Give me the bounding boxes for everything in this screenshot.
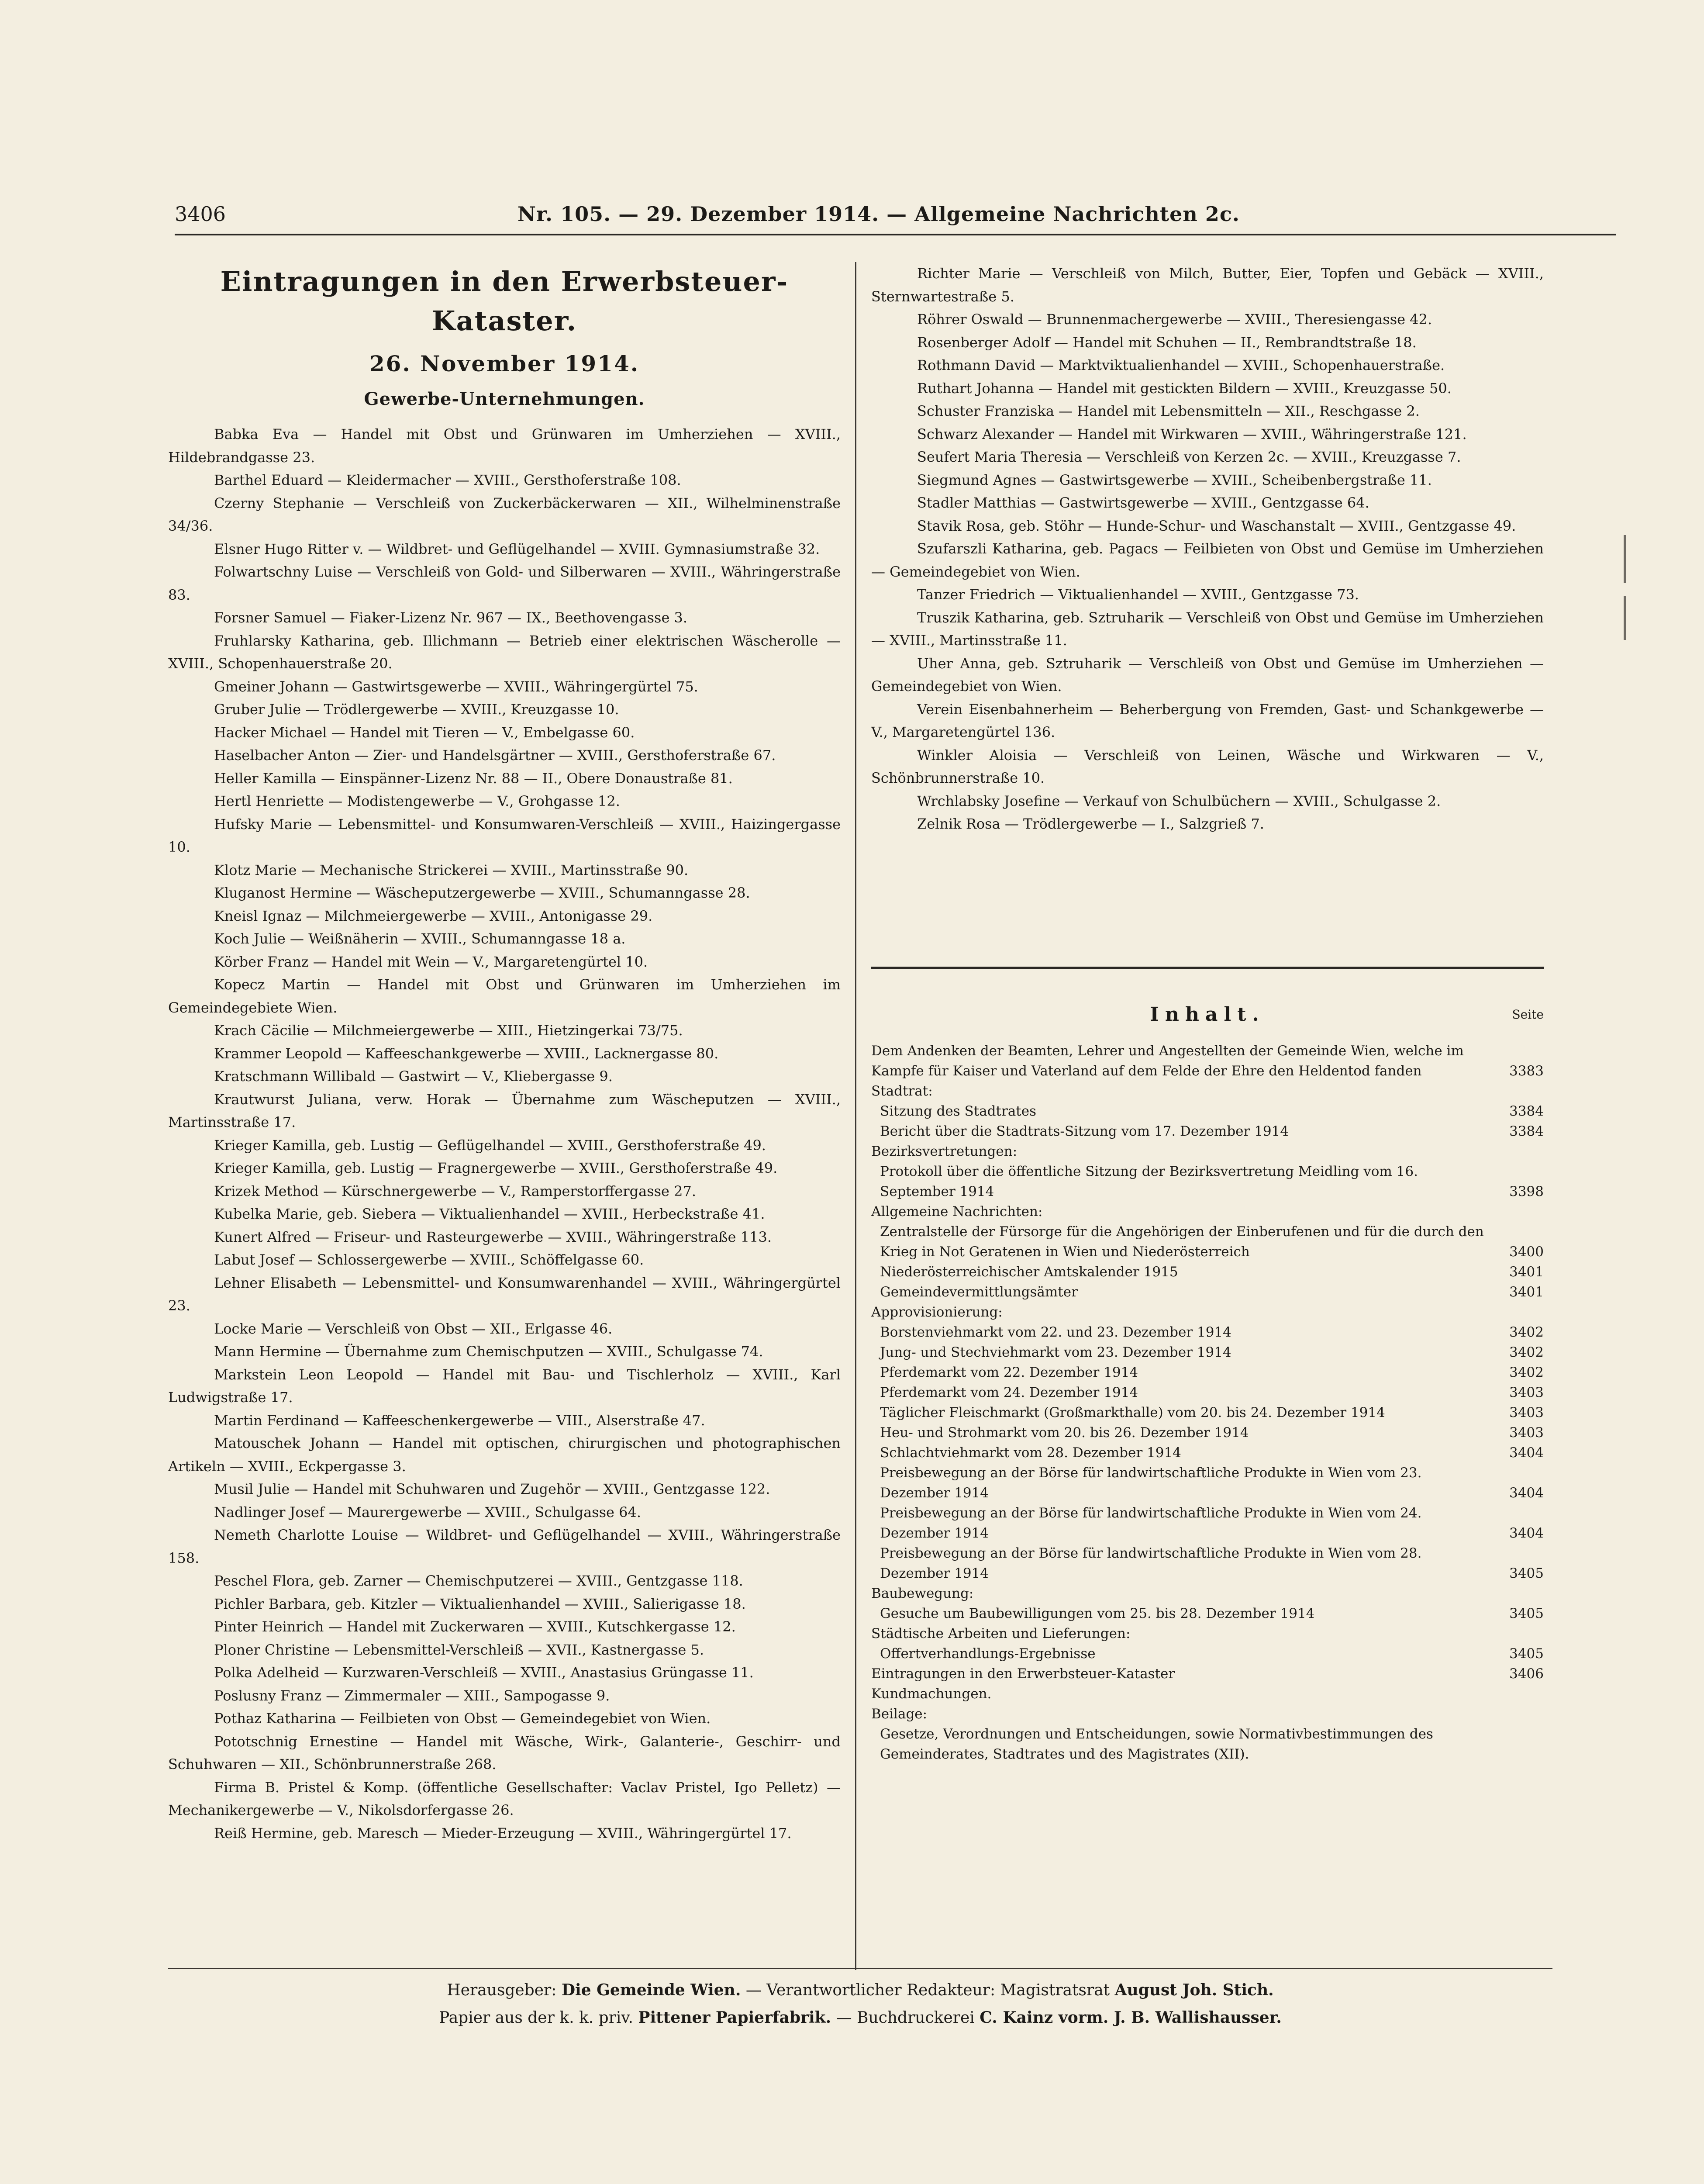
- register-entry: Körber Franz — Handel mit Wein — V., Margaretengürtel 10.: [214, 953, 648, 970]
- toc-entry: [871, 1382, 1544, 1403]
- register-entry: Hertl Henriette — Modistengewerbe — V., Grohgasse 12.: [214, 793, 620, 809]
- toc-entry-text: Preisbewegung an der Börse für landwirtschaftliche Produkte in Wien vom 28. Dezember 1914: [880, 1545, 1422, 1581]
- imprint-printer-prefix: — Buchdruckerei: [836, 2009, 975, 2027]
- toc-entry-text: Baubewegung:: [871, 1585, 974, 1601]
- toc-entry: [871, 1282, 1544, 1302]
- register-entry: Krizek Method — Kürschnergewerbe — V., Ramperstorffergasse 27.: [214, 1182, 696, 1199]
- toc-entry-page: 3404: [1509, 1525, 1544, 1541]
- register-entry: Kratschmann Willibald — Gastwirt — V., Kliebergasse 9.: [214, 1068, 613, 1085]
- imprint-line-2: [168, 2004, 1552, 2032]
- entry-list: [168, 423, 841, 1845]
- register-entry: Heller Kamilla — Einspänner-Lizenz Nr. 88 — II., Obere Donaustraße 81.: [214, 770, 733, 787]
- register-entry: Markstein Leon Leopold — Handel mit Bau- und Tischlerholz — XVIII., Karl Ludwigstraße 17.: [168, 1366, 841, 1406]
- register-entry: Truszik Katharina, geb. Sztruharik — Verschleiß von Obst und Gemüse im Umherziehen — XVIII., Martinsstraße 11.: [871, 609, 1544, 649]
- register-entry: Seufert Maria Theresia — Verschleiß von Kerzen 2c. — XVIII., Kreuzgasse 7.: [917, 449, 1461, 465]
- register-entry: Krach Cäcilie — Milchmeiergewerbe — XIII., Hietzingerkai 73/75.: [214, 1022, 683, 1039]
- toc-section-label: [871, 1141, 1544, 1161]
- margin-mark: [1624, 535, 1632, 583]
- register-entry: Krautwurst Juliana, verw. Horak — Übernahme zum Wäscheputzen — XVIII., Martinsstraße 17.: [168, 1091, 841, 1130]
- bottom-rule: [168, 1968, 1552, 1969]
- toc-section-label: [871, 1202, 1544, 1222]
- toc-entry: [871, 1443, 1544, 1463]
- register-entry: Barthel Eduard — Kleidermacher — XVIII., Gersthoferstraße 108.: [214, 472, 681, 488]
- toc-entry-text: Jung- und Stechviehmarkt vom 23. Dezember 1914: [880, 1344, 1231, 1360]
- left-column: [168, 262, 841, 1948]
- register-entry: Peschel Flora, geb. Zarner — Chemischputzerei — XVIII., Gentzgasse 118.: [214, 1572, 743, 1589]
- toc-entry-text: Sitzung des Stadtrates: [880, 1103, 1037, 1119]
- register-entry: Babka Eva — Handel mit Obst und Grünwaren im Umherziehen — XVIII., Hildebrandgasse 23.: [168, 426, 841, 466]
- register-entry: Stavik Rosa, geb. Stöhr — Hunde-Schur- und Waschanstalt — XVIII., Gentzgasse 49.: [917, 517, 1516, 534]
- toc-entry: [871, 1121, 1544, 1141]
- toc-entry-page: 3405: [1509, 1645, 1544, 1662]
- toc-section-label: [871, 1081, 1544, 1101]
- register-entry: Gruber Julie — Trödlergewerbe — XVIII., Kreuzgasse 10.: [214, 701, 619, 718]
- register-entry: Krieger Kamilla, geb. Lustig — Fragnergewerbe — XVIII., Gersthoferstraße 49.: [214, 1160, 778, 1176]
- imprint-paper-prefix: Papier aus der k. k. priv.: [439, 2009, 633, 2027]
- register-entry: Pinter Heinrich — Handel mit Zuckerwaren — XVIII., Kutschkergasse 12.: [214, 1618, 736, 1635]
- register-entry: Kunert Alfred — Friseur- und Rasteurgewerbe — XVIII., Währingerstraße 113.: [214, 1228, 772, 1245]
- toc-entry: [871, 1161, 1544, 1202]
- toc-entry: [871, 1603, 1544, 1624]
- register-entry: Krieger Kamilla, geb. Lustig — Geflügelhandel — XVIII., Gersthoferstraße 49.: [214, 1137, 766, 1154]
- toc-section-label: [871, 1583, 1544, 1603]
- toc-title: Inhalt.: [1150, 1003, 1265, 1026]
- section-subtitle: Gewerbe-Unternehmungen.: [364, 389, 645, 409]
- register-entry: Uher Anna, geb. Sztruharik — Verschleiß von Obst und Gemüse im Umherziehen — Gemeindegebiet von Wien.: [871, 655, 1544, 695]
- register-entry: Kopecz Martin — Handel mit Obst und Grünwaren im Umherziehen im Gemeindegebiete Wien.: [168, 976, 841, 1016]
- toc-entry-text: Allgemeine Nachrichten:: [871, 1203, 1043, 1220]
- register-entry: Haselbacher Anton — Zier- und Handelsgärtner — XVIII., Gersthoferstraße 67.: [214, 747, 776, 764]
- toc-entry-text: Bezirksvertretungen:: [871, 1143, 1018, 1159]
- running-head: [175, 199, 1616, 229]
- register-entry: Musil Julie — Handel mit Schuhwaren und Zugehör — XVIII., Gentzgasse 122.: [214, 1481, 770, 1497]
- register-entry: Reiß Hermine, geb. Maresch — Mieder-Erzeugung — XVIII., Währingergürtel 17.: [214, 1825, 792, 1842]
- register-entry: Rosenberger Adolf — Handel mit Schuhen — II., Rembrandtstraße 18.: [917, 334, 1417, 351]
- toc-entry-page: 3400: [1509, 1244, 1544, 1260]
- register-entry: Richter Marie — Verschleiß von Milch, Butter, Eier, Topfen und Gebäck — XVIII., Sternwartestraße 5.: [871, 265, 1544, 305]
- register-entry: Kneisl Ignaz — Milchmeiergewerbe — XVIII., Antonigasse 29.: [214, 907, 653, 924]
- toc-entry-text: Gesetze, Verordnungen und Entscheidungen, sowie Normativbestimmungen des Gemeinderates, Stadtrates und des Magistrates (XII).: [880, 1726, 1433, 1762]
- register-entry: Rothmann David — Marktviktualienhandel — XVIII., Schopenhauerstraße.: [917, 357, 1445, 373]
- toc-rule: [871, 967, 1544, 969]
- toc-entry-page: 3398: [1509, 1183, 1544, 1199]
- toc-entry-text: Borstenviehmarkt vom 22. und 23. Dezember 1914: [880, 1324, 1231, 1340]
- toc-entry-page: 3402: [1509, 1364, 1544, 1380]
- toc-entry: [871, 1262, 1544, 1282]
- register-entry: Firma B. Pristel & Komp. (öffentliche Gesellschafter: Vaclav Pristel, Igo Pelletz) — Mechanikergewerbe — V., Nikolsdorfergasse 26.: [168, 1779, 841, 1818]
- register-entry: Forsner Samuel — Fiaker-Lizenz Nr. 967 — IX., Beethovengasse 3.: [214, 609, 688, 626]
- register-entry: Siegmund Agnes — Gastwirtsgewerbe — XVIII., Scheibenbergstraße 11.: [917, 471, 1432, 488]
- toc-entry-text: Stadtrat:: [871, 1083, 933, 1099]
- imprint-editor: August Joh. Stich.: [1114, 1981, 1274, 1999]
- toc-entry-text: Preisbewegung an der Börse für landwirtschaftliche Produkte in Wien vom 23. Dezember 1914: [880, 1465, 1422, 1501]
- register-entry: Poslusny Franz — Zimmermaler — XIII., Sampogasse 9.: [214, 1687, 610, 1704]
- toc-entry-text: Gemeindevermittlungsämter: [880, 1284, 1078, 1300]
- register-entry: Schwarz Alexander — Handel mit Wirkwaren — XVIII., Währingerstraße 121.: [917, 425, 1467, 442]
- toc-entry-page: 3405: [1509, 1565, 1544, 1581]
- toc-page-label: Seite: [1512, 1007, 1544, 1022]
- imprint-editor-prefix: — Verantwortlicher Redakteur: Magistratsrat: [745, 1981, 1110, 1999]
- imprint-printer: C. Kainz vorm. J. B. Wallishausser.: [980, 2008, 1282, 2027]
- toc-entry: [871, 1222, 1544, 1262]
- imprint: [168, 1977, 1552, 2032]
- register-entry: Matouschek Johann — Handel mit optischen, chirurgischen und photographischen Artikeln — XVIII., Eckpergasse 3.: [168, 1435, 841, 1475]
- imprint-publisher-prefix: Herausgeber:: [447, 1981, 557, 1999]
- register-entry: Szufarszli Katharina, geb. Pagacs — Feilbieten von Obst und Gemüse im Umherziehen — Gemeindegebiet von Wien.: [871, 540, 1544, 580]
- register-entry: Verein Eisenbahnerheim — Beherbergung von Fremden, Gast- und Schankgewerbe — V., Margaretengürtel 136.: [871, 701, 1544, 740]
- toc-entry-page: 3406: [1509, 1666, 1544, 1682]
- toc-header: [871, 999, 1544, 1037]
- register-entry: Röhrer Oswald — Brunnenmachergewerbe — XVIII., Theresiengasse 42.: [917, 311, 1432, 328]
- register-entry: Locke Marie — Verschleiß von Obst — XII., Erlgasse 46.: [214, 1320, 613, 1337]
- toc-entry-text: Schlachtviehmarkt vom 28. Dezember 1914: [880, 1444, 1181, 1461]
- running-title: Nr. 105. — 29. Dezember 1914. — Allgemeine Nachrichten 2c.: [517, 202, 1240, 226]
- register-entry: Mann Hermine — Übernahme zum Chemischputzen — XVIII., Schulgasse 74.: [214, 1343, 763, 1360]
- margin-mark: [1624, 596, 1632, 640]
- register-entry: Kubelka Marie, geb. Siebera — Viktualienhandel — XVIII., Herbeckstraße 41.: [214, 1206, 765, 1222]
- register-entry: Lehner Elisabeth — Lebensmittel- und Konsumwarenhandel — XVIII., Währingergürtel 23.: [168, 1274, 841, 1314]
- header-rule: [175, 234, 1616, 235]
- toc-entry-page: 3401: [1509, 1284, 1544, 1300]
- toc-entry-page: 3384: [1509, 1123, 1544, 1139]
- toc-section-label: [871, 1684, 1544, 1704]
- toc-entry-text: Städtische Arbeiten und Lieferungen:: [871, 1625, 1131, 1641]
- toc-entry-text: Gesuche um Baubewilligungen vom 25. bis 28. Dezember 1914: [880, 1605, 1315, 1621]
- toc-entry-page: 3404: [1509, 1444, 1544, 1461]
- toc-entry-page: 3401: [1509, 1264, 1544, 1280]
- register-entry: Nadlinger Josef — Maurergewerbe — XVIII., Schulgasse 64.: [214, 1503, 641, 1521]
- register-entry: Zelnik Rosa — Trödlergewerbe — I., Salzgrieß 7.: [917, 816, 1264, 832]
- register-entry: Pototschnig Ernestine — Handel mit Wäsche, Wirk-, Galanterie-, Geschirr- und Schuhwaren — XII., Schönbrunnerstraße 268.: [168, 1733, 841, 1773]
- toc-entry: [871, 1362, 1544, 1382]
- register-entry: Ploner Christine — Lebensmittel-Verschleiß — XVII., Kastnergasse 5.: [214, 1641, 704, 1658]
- register-entry: Czerny Stephanie — Verschleiß von Zuckerbäckerwaren — XII., Wilhelminenstraße 34/36.: [168, 494, 841, 534]
- imprint-line-1: [168, 1977, 1552, 2004]
- toc-entry: [871, 1101, 1544, 1121]
- toc-entry: [871, 1403, 1544, 1423]
- toc-entry-page: 3384: [1509, 1103, 1544, 1119]
- register-entry: Hufsky Marie — Lebensmittel- und Konsumwaren-Verschleiß — XVIII., Haizingergasse 10.: [168, 816, 841, 855]
- toc-entry-page: 3383: [1509, 1063, 1544, 1079]
- toc-section-label: [871, 1624, 1544, 1644]
- entry-list-continued: [871, 262, 1544, 836]
- toc-entry: [871, 1322, 1544, 1342]
- register-entry: Pothaz Katharina — Feilbieten von Obst — Gemeindegebiet von Wien.: [214, 1710, 711, 1727]
- toc-entry-text: Zentralstelle der Fürsorge für die Angehörigen der Einberufenen und für die durch den Krieg in Not Geratenen in Wien und Niederösterreich: [880, 1223, 1484, 1260]
- toc-entry-text: Kundmachungen.: [871, 1686, 992, 1702]
- toc-section-label: [871, 1704, 1544, 1724]
- section-date: 26. November 1914.: [369, 351, 640, 377]
- toc-entry-text: Pferdemarkt vom 24. Dezember 1914: [880, 1384, 1138, 1400]
- register-entry: Kluganost Hermine — Wäscheputzergewerbe — XVIII., Schumanngasse 28.: [214, 885, 750, 901]
- toc-entry-text: Niederösterreichischer Amtskalender 1915: [880, 1264, 1178, 1280]
- toc-entry-page: 3402: [1509, 1324, 1544, 1340]
- register-entry: Labut Josef — Schlossergewerbe — XVIII., Schöffelgasse 60.: [214, 1251, 644, 1268]
- register-entry: Fruhlarsky Katharina, geb. Illichmann — Betrieb einer elektrischen Wäscherolle — XVIII., Schopenhauerstraße 20.: [168, 632, 841, 672]
- register-entry: Martin Ferdinand — Kaffeeschenkergewerbe — VIII., Alserstraße 47.: [214, 1412, 705, 1429]
- imprint-publisher: Die Gemeinde Wien.: [561, 1981, 741, 1999]
- table-of-contents: [871, 1041, 1544, 1764]
- toc-entry-text: Dem Andenken der Beamten, Lehrer und Angestellten der Gemeinde Wien, welche im Kampfe für Kaiser und Vaterland auf dem Felde der Ehre den Heldentod fanden: [871, 1043, 1464, 1079]
- register-entry: Pichler Barbara, geb. Kitzler — Viktualienhandel — XVIII., Salierigasse 18.: [214, 1595, 746, 1612]
- register-entry: Elsner Hugo Ritter v. — Wildbret- und Geflügelhandel — XVIII. Gymnasiumstraße 32.: [214, 540, 820, 557]
- register-entry: Polka Adelheid — Kurzwaren-Verschleiß — XVIII., Anastasius Grüngasse 11.: [214, 1664, 754, 1681]
- toc-entry-text: Pferdemarkt vom 22. Dezember 1914: [880, 1364, 1138, 1380]
- register-entry: Hacker Michael — Handel mit Tieren — V., Embelgasse 60.: [214, 724, 635, 741]
- toc-entry: [871, 1342, 1544, 1362]
- register-entry: Winkler Aloisia — Verschleiß von Leinen, Wäsche und Wirkwaren — V., Schönbrunnerstraße 10.: [871, 746, 1544, 786]
- register-entry: Nemeth Charlotte Louise — Wildbret- und Geflügelhandel — XVIII., Währingerstraße 158.: [168, 1527, 841, 1566]
- toc-entry-text: Heu- und Strohmarkt vom 20. bis 26. Dezember 1914: [880, 1424, 1249, 1441]
- toc-entry: [871, 1664, 1544, 1684]
- register-entry: Klotz Marie — Mechanische Strickerei — XVIII., Martinsstraße 90.: [214, 861, 689, 878]
- register-entry: Tanzer Friedrich — Viktualienhandel — XVIII., Gentzgasse 73.: [917, 586, 1359, 603]
- register-entry: Folwartschny Luise — Verschleiß von Gold- und Silberwaren — XVIII., Währingerstraße 83.: [168, 563, 841, 603]
- toc-entry-text: Offertverhandlungs-Ergebnisse: [880, 1645, 1096, 1662]
- imprint-paper: Pittener Papierfabrik.: [638, 2008, 831, 2027]
- toc-entry: [871, 1423, 1544, 1443]
- toc-entry: [871, 1041, 1544, 1081]
- right-column: [871, 262, 1544, 1948]
- column-divider: [855, 262, 856, 1970]
- toc-entry: [871, 1644, 1544, 1664]
- toc-entry-text: Beilage:: [871, 1706, 928, 1722]
- section-title: Eintragungen in den Erwerbsteuer-Kataster.: [220, 266, 789, 337]
- register-entry: Gmeiner Johann — Gastwirtsgewerbe — XVIII., Währingergürtel 75.: [214, 678, 698, 695]
- toc-entry: [871, 1543, 1544, 1583]
- toc-entry: [871, 1463, 1544, 1503]
- toc-entry: [871, 1724, 1544, 1764]
- register-entry: Ruthart Johanna — Handel mit gestickten Bildern — XVIII., Kreuzgasse 50.: [917, 380, 1452, 397]
- toc-entry-text: Bericht über die Stadtrats-Sitzung vom 17. Dezember 1914: [880, 1123, 1289, 1139]
- toc-entry-page: 3405: [1509, 1605, 1544, 1621]
- toc-entry-text: Preisbewegung an der Börse für landwirtschaftliche Produkte in Wien vom 24. Dezember 1914: [880, 1505, 1422, 1541]
- toc-entry-text: Eintragungen in den Erwerbsteuer-Kataster: [871, 1666, 1175, 1682]
- page-number: 3406: [175, 202, 226, 226]
- toc-entry-page: 3403: [1509, 1404, 1544, 1420]
- toc-section-label: [871, 1302, 1544, 1322]
- register-entry: Stadler Matthias — Gastwirtsgewerbe — XVIII., Gentzgasse 64.: [917, 494, 1369, 511]
- toc-entry-page: 3403: [1509, 1384, 1544, 1400]
- toc-entry-text: Täglicher Fleischmarkt (Großmarkthalle) vom 20. bis 24. Dezember 1914: [880, 1404, 1385, 1420]
- register-entry: Koch Julie — Weißnäherin — XVIII., Schumanngasse 18 a.: [214, 930, 626, 947]
- toc-entry-text: Protokoll über die öffentliche Sitzung der Bezirksvertretung Meidling vom 16. September 1914: [880, 1163, 1418, 1199]
- toc-entry-text: Approvisionierung:: [871, 1304, 1003, 1320]
- register-entry: Schuster Franziska — Handel mit Lebensmitteln — XII., Reschgasse 2.: [917, 403, 1420, 419]
- register-entry: Krammer Leopold — Kaffeeschankgewerbe — XVIII., Lacknergasse 80.: [214, 1045, 719, 1062]
- toc-entry-page: 3403: [1509, 1424, 1544, 1441]
- register-entry: Wrchlabsky Josefine — Verkauf von Schulbüchern — XVIII., Schulgasse 2.: [917, 792, 1441, 809]
- toc-entry-page: 3404: [1509, 1485, 1544, 1501]
- toc-entry: [871, 1503, 1544, 1543]
- toc-entry-page: 3402: [1509, 1344, 1544, 1360]
